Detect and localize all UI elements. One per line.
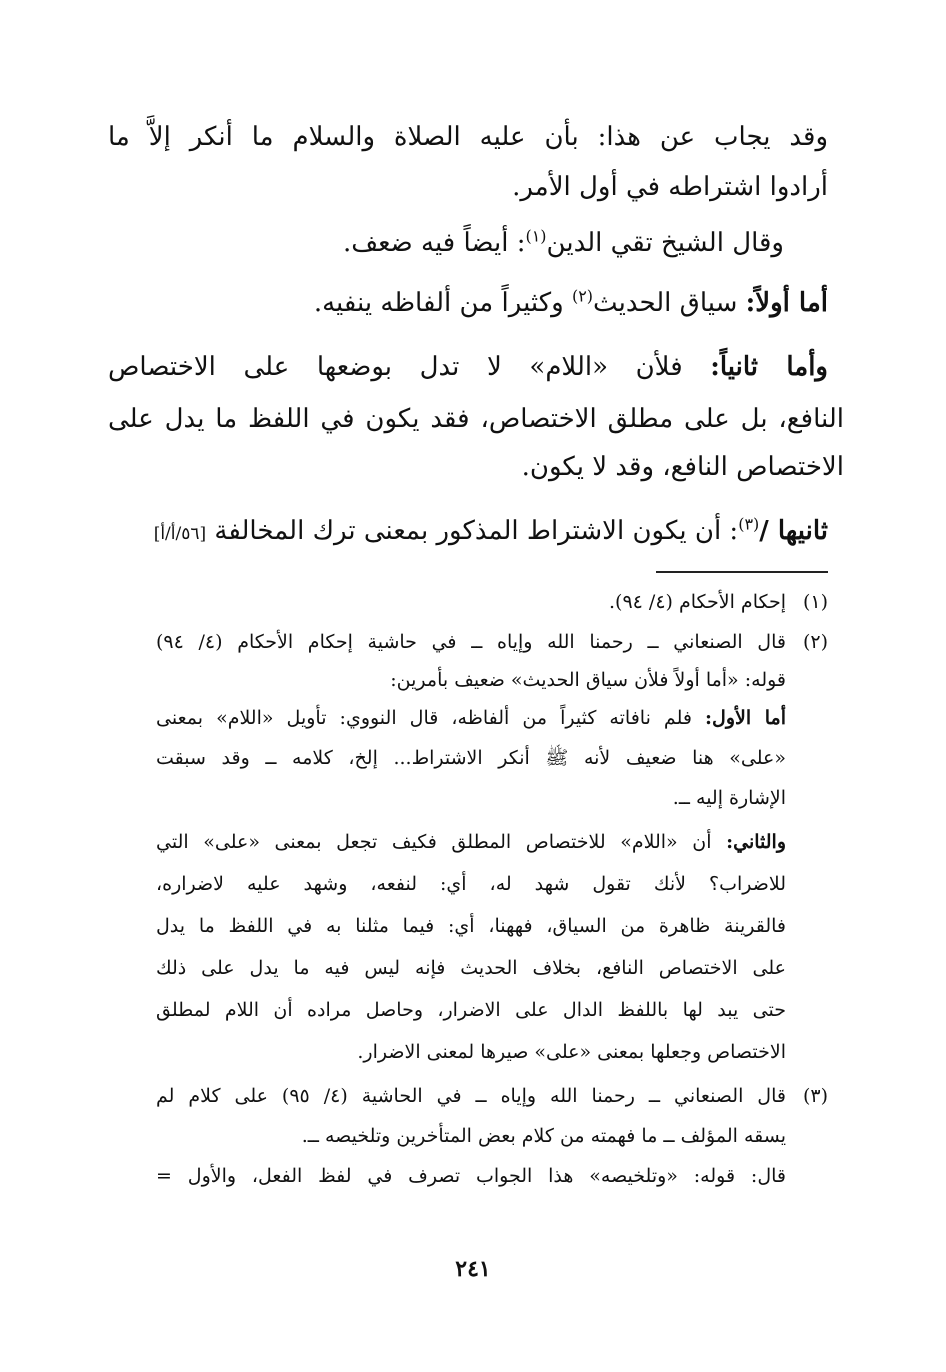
bold-lead: أما الأول: <box>705 707 786 729</box>
footnote-line: فالقرينة ظاهرة من السياق، فههنا، أي: فيما مثلنا به في اللفظ ما يدل <box>156 915 786 937</box>
bold-lead: أما أولاً: <box>745 288 828 318</box>
footnote-marker: (٣) <box>738 514 760 534</box>
footnote-marker: (٢) <box>571 286 594 306</box>
manuscript-ref: [٥٦/أ/أ] <box>153 524 207 544</box>
footnote-marker: (١) <box>525 226 547 246</box>
footnote-line: «على» هنا ضعيف لأنه ﷺ أنكر الاشتراط... إلخ، كلامه ــ وقد سبقت <box>156 747 786 769</box>
text-run: وكثيراً من ألفاظه ينفيه. <box>313 288 572 318</box>
main-line: وقد يجاب عن هذا: بأن عليه الصلاة والسلام ما أنكر إلاَّ ما <box>108 122 828 152</box>
footnote-line <box>156 701 786 735</box>
footnote-1 <box>156 585 828 619</box>
main-line <box>108 278 828 328</box>
text-run: سياق الحديث <box>593 288 746 318</box>
text-run: فلم نافاته كثيراً من ألفاظه، قال النووي: تأويل «اللام» بمعنى <box>156 707 705 729</box>
bold-lead: ثانيها / <box>759 516 828 546</box>
footnote-line: الاختصاص وجعلها بمعنى «على» صيرها لمعنى الاضرار. <box>357 1041 786 1063</box>
footnote-number: (١) <box>802 591 828 613</box>
footnote-line: يسقه المؤلف ــ ما فهمته من كلام بعض المتأخرين وتلخيصه ــ. <box>301 1125 786 1147</box>
main-line: أرادوا اشتراطه في أول الأمر. <box>512 172 828 202</box>
main-line: الاختصاص النافع، وقد لا يكون. <box>521 452 844 482</box>
footnote-line: للاضراب؟ لأنك تقول شهد له، أي: لنفعه، وشهد عليه لاضراره، <box>156 873 786 895</box>
footnote-line <box>156 825 786 859</box>
footnote-line: على الاختصاص النافع، بخلاف الحديث فإنه ليس فيه ما يدل على ذلك <box>156 957 786 979</box>
footnote-line: قال: قوله: «وتلخيصه» هذا الجواب تصرف في لفظ الفعل، والأول = <box>156 1165 786 1187</box>
footnote-separator <box>656 571 828 573</box>
footnote-line: قوله: «أما أولاً فلأن سياق الحديث» ضعيف بأمرين: <box>390 669 786 691</box>
main-line <box>108 342 828 392</box>
footnote-2 <box>156 625 828 659</box>
footnote-text: قال الصنعاني ــ رحمنا الله وإياه ــ في الحاشية (٤/ ٩٥) على كلام لم <box>156 1085 786 1107</box>
main-line: النافع، بل على مطلق الاختصاص، فقد يكون في اللفظ ما يدل على <box>108 404 844 434</box>
footnote-text: إحكام الأحكام (٤/ ٩٤). <box>608 591 786 613</box>
footnote-number: (٣) <box>802 1085 828 1107</box>
footnote-text: قال الصنعاني ــ رحمنا الله وإياه ــ في حاشية إحكام الأحكام (٤/ ٩٤) <box>156 631 786 653</box>
footnote-line: حتى يبد لها باللفظ الدال على الاضرار، وحاصل مراده أن اللام لمطلق <box>156 999 786 1021</box>
text-run: وقال الشيخ تقي الدين <box>546 228 784 258</box>
page-number: ٢٤١ <box>455 1256 491 1282</box>
text-run: فلأن «اللام» لا تدل بوضعها على الاختصاص <box>108 352 711 382</box>
bold-lead: والثاني: <box>726 831 786 853</box>
text-run: : أيضاً فيه ضعف. <box>342 228 526 258</box>
bold-lead: وأما ثانياً: <box>710 352 828 382</box>
text-run: أن «اللام» للاختصاص المطلق فكيف تجعل بمعنى «على» التي <box>156 831 727 853</box>
footnote-number: (٢) <box>802 631 828 653</box>
main-line <box>18 506 828 556</box>
footnote-3 <box>156 1079 828 1113</box>
text-run: : أن يكون الاشتراط المذكور بمعنى ترك المخالفة <box>214 516 739 546</box>
main-line <box>108 218 784 268</box>
footnote-line: الإشارة إليه ــ. <box>672 787 786 809</box>
